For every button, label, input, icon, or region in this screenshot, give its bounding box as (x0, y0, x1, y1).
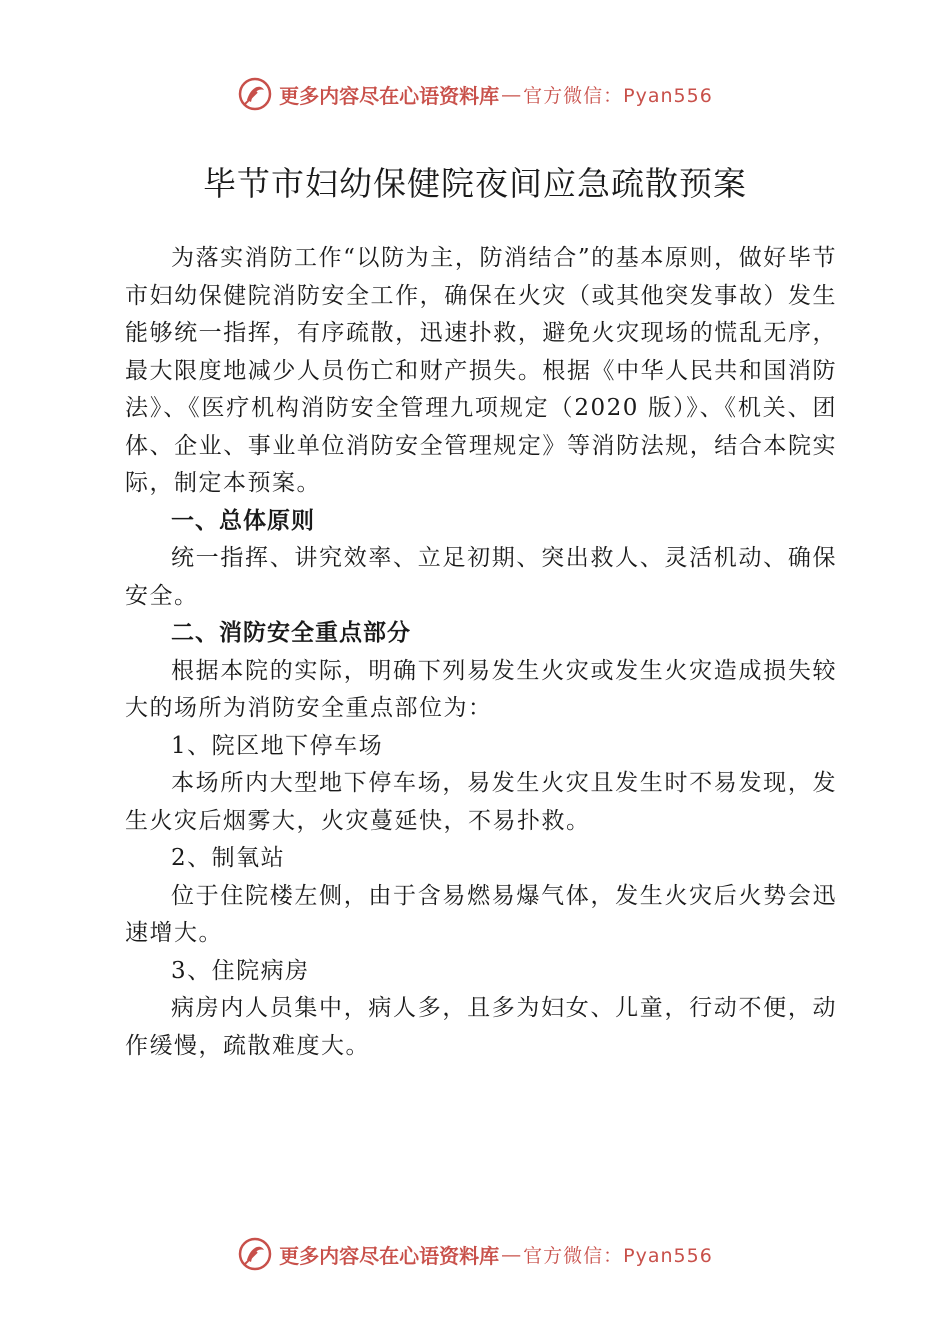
watermark-text: 更多内容尽在心语资料库 (279, 83, 500, 108)
body-paragraph: 位于住院楼左侧，由于含易燃易爆气体，发生火灾后火势会迅速增大。 (125, 882, 837, 946)
swirl-logo-icon (237, 1236, 273, 1272)
section-heading: 一、总体原则 (171, 507, 315, 534)
watermark-dash: — (501, 82, 522, 106)
footer-watermark (0, 1232, 950, 1276)
header-watermark (0, 72, 950, 116)
watermark-contact: 官方微信：Pyan556 (523, 1244, 713, 1267)
swirl-logo-icon (237, 76, 273, 112)
document-title: 毕节市妇幼保健院夜间应急疏散预案 (203, 164, 747, 203)
section-heading: 二、消防安全重点部分 (171, 620, 411, 646)
body-paragraph: 本场所内大型地下停车场，易发生火灾且发生时不易发现，发生火灾后烟雾大，火灾蔓延快，不易扑救。 (125, 770, 837, 834)
body-paragraph: 为落实消防工作“以防为主，防消结合”的基本原则，做好毕节市妇幼保健院消防安全工作，确保在火灾（或其他突发事故）发生能够统一指挥，有序疏散，迅速扑救，避免火灾现场的慌乱无序，最大限度地减少人员伤亡和财产损失。根据《中华人民共和国消防法》、《医疗机构消防安全管理九项规定（2020 版）》、《机关、团体、企业、事业单位消防安全管理规定》等消防法规，结合本院实际，制定本预案。 (125, 245, 837, 496)
body-paragraph: 1、院区地下停车场 (171, 732, 384, 759)
watermark-text: 更多内容尽在心语资料库 (279, 1243, 500, 1268)
body-paragraph: 3、住院病房 (171, 957, 310, 984)
watermark-dash: — (501, 1242, 522, 1266)
document-body (125, 240, 837, 1065)
body-paragraph: 2、制氧站 (171, 845, 286, 871)
body-paragraph: 根据本院的实际，明确下列易发生火灾或发生火灾造成损失较大的场所为消防安全重点部位为： (125, 657, 837, 721)
watermark-contact: 官方微信：Pyan556 (523, 84, 713, 107)
body-paragraph: 病房内人员集中，病人多，且多为妇女、儿童，行动不便，动作缓慢，疏散难度大。 (125, 995, 837, 1059)
body-paragraph: 统一指挥、讲究效率、立足初期、突出救人、灵活机动、确保安全。 (125, 545, 837, 609)
